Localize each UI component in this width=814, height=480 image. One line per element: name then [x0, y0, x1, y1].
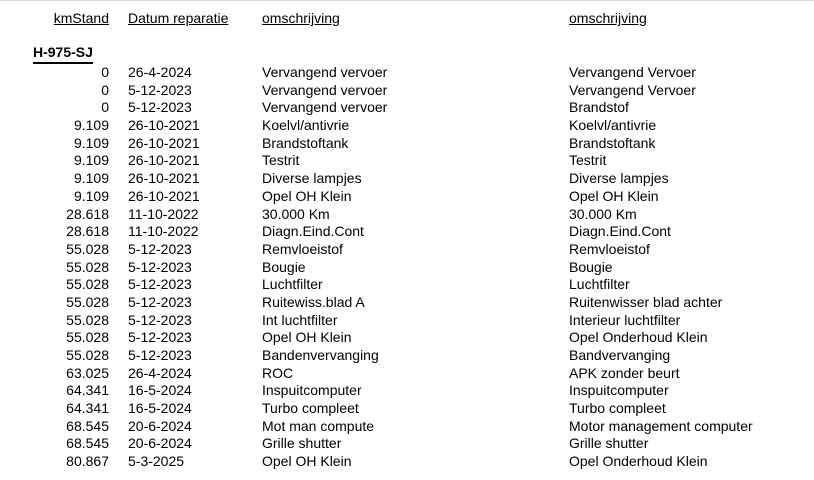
row-datum: 20-6-2024 [128, 435, 192, 452]
table-row [0, 188, 814, 206]
repair-history-table [0, 64, 814, 471]
row-omschrijving-1: Opel OH Klein [262, 329, 352, 346]
row-omschrijving-1: Diverse lampjes [262, 170, 362, 187]
row-kmstand: 9.109 [73, 134, 109, 151]
row-omschrijving-1: Vervangend vervoer [262, 99, 388, 116]
row-kmstand: 0 [101, 99, 109, 116]
table-row [0, 170, 814, 188]
row-datum: 20-6-2024 [128, 417, 192, 434]
row-kmstand: 80.867 [66, 453, 109, 470]
row-datum: 26-10-2021 [128, 134, 200, 151]
table-row [0, 453, 814, 471]
row-kmstand: 68.545 [66, 435, 109, 452]
row-omschrijving-1: Vervangend vervoer [262, 81, 388, 98]
row-omschrijving-1: Turbo compleet [262, 400, 359, 417]
row-omschrijving-2: Vervangend Vervoer [569, 64, 696, 80]
row-omschrijving-2: Opel Onderhoud Klein [569, 329, 708, 346]
row-omschrijving-1: 30.000 Km [262, 205, 330, 222]
row-omschrijving-1: Brandstoftank [262, 134, 349, 151]
row-omschrijving-1: Grille shutter [262, 435, 342, 452]
row-kmstand: 55.028 [66, 347, 109, 363]
row-kmstand: 28.618 [66, 205, 109, 222]
row-kmstand: 0 [101, 64, 109, 80]
row-datum: 5-12-2023 [128, 276, 192, 293]
table-row [0, 82, 814, 100]
column-header-row [0, 9, 814, 27]
row-kmstand: 9.109 [73, 117, 109, 134]
row-omschrijving-1: Mot man compute [262, 417, 375, 434]
table-row [0, 329, 814, 347]
row-kmstand: 0 [101, 81, 109, 98]
row-datum: 26-10-2021 [128, 117, 200, 134]
row-kmstand: 63.025 [66, 364, 109, 381]
row-kmstand: 55.028 [66, 276, 109, 293]
row-kmstand: 28.618 [66, 223, 109, 240]
row-omschrijving-2: Grille shutter [569, 435, 649, 452]
row-datum: 26-10-2021 [128, 152, 200, 169]
table-row [0, 418, 814, 436]
row-omschrijving-2: Inspuitcomputer [569, 382, 669, 399]
row-omschrijving-1: Int luchtfilter [262, 311, 338, 328]
row-omschrijving-1: Opel OH Klein [262, 453, 352, 470]
table-row [0, 206, 814, 224]
row-datum: 5-12-2023 [128, 347, 192, 363]
row-omschrijving-1: ROC [262, 364, 294, 381]
row-omschrijving-2: Diagn.Eind.Cont [569, 223, 671, 240]
row-omschrijving-2: Luchtfilter [569, 276, 630, 293]
row-kmstand: 9.109 [73, 187, 109, 204]
table-row [0, 312, 814, 330]
table-row [0, 64, 814, 82]
row-omschrijving-2: Ruitenwisser blad achter [569, 293, 723, 310]
row-datum: 11-10-2022 [128, 205, 199, 222]
row-datum: 5-12-2023 [128, 329, 192, 346]
row-omschrijving-2: Testrit [569, 152, 607, 169]
row-datum: 16-5-2024 [128, 382, 192, 399]
row-kmstand: 9.109 [73, 152, 109, 169]
row-datum: 5-3-2025 [128, 453, 185, 470]
row-kmstand: 55.028 [66, 329, 109, 346]
row-omschrijving-2: Vervangend Vervoer [569, 81, 696, 98]
header-datum-reparatie: Datum reparatie [128, 10, 229, 26]
table-row [0, 294, 814, 312]
row-datum: 16-5-2024 [128, 400, 192, 417]
row-kmstand: 55.028 [66, 311, 109, 328]
table-row [0, 400, 814, 418]
row-omschrijving-1: Diagn.Eind.Cont [262, 223, 364, 240]
row-omschrijving-2: Brandstof [569, 99, 629, 116]
row-omschrijving-2: Interieur luchtfilter [569, 311, 681, 328]
row-omschrijving-2: Opel Onderhoud Klein [569, 453, 708, 470]
row-omschrijving-2: Bandvervanging [569, 347, 671, 363]
row-kmstand: 64.341 [66, 382, 109, 399]
header-omschrijving-2: omschrijving [569, 10, 647, 26]
table-row [0, 347, 814, 365]
table-row [0, 435, 814, 453]
row-omschrijving-1: Vervangend vervoer [262, 64, 388, 80]
row-kmstand: 55.028 [66, 293, 109, 310]
row-kmstand: 55.028 [66, 240, 109, 257]
row-omschrijving-1: Opel OH Klein [262, 187, 352, 204]
top-divider [0, 0, 814, 1]
row-omschrijving-2: Opel OH Klein [569, 187, 659, 204]
row-kmstand: 68.545 [66, 417, 109, 434]
row-datum: 11-10-2022 [128, 223, 199, 240]
table-row [0, 382, 814, 400]
table-row [0, 135, 814, 153]
row-omschrijving-1: Luchtfilter [262, 276, 323, 293]
row-omschrijving-1: Bougie [262, 258, 306, 275]
row-omschrijving-2: Brandstoftank [569, 134, 656, 151]
row-omschrijving-2: Bougie [569, 258, 613, 275]
license-plate-heading: H-975-SJ [33, 44, 93, 60]
header-omschrijving-1: omschrijving [262, 10, 340, 26]
row-omschrijving-2: APK zonder beurt [569, 364, 680, 381]
row-datum: 26-10-2021 [128, 170, 200, 187]
row-omschrijving-2: 30.000 Km [569, 205, 637, 222]
row-omschrijving-2: Turbo compleet [569, 400, 666, 417]
row-datum: 5-12-2023 [128, 240, 192, 257]
row-omschrijving-1: Remvloeistof [262, 240, 343, 257]
row-datum: 5-12-2023 [128, 258, 192, 275]
row-datum: 26-10-2021 [128, 187, 200, 204]
row-datum: 5-12-2023 [128, 311, 192, 328]
row-omschrijving-2: Koelvl/antivrie [569, 117, 657, 134]
table-row [0, 117, 814, 135]
row-omschrijving-2: Motor management computer [569, 417, 753, 434]
row-omschrijving-1: Ruitewiss.blad A [262, 293, 365, 310]
row-datum: 5-12-2023 [128, 99, 192, 116]
header-kmstand: kmStand [53, 10, 109, 26]
row-kmstand: 9.109 [73, 170, 109, 187]
row-omschrijving-1: Bandenvervanging [262, 347, 379, 363]
row-omschrijving-1: Inspuitcomputer [262, 382, 362, 399]
table-row [0, 276, 814, 294]
row-omschrijving-2: Remvloeistof [569, 240, 650, 257]
table-row [0, 152, 814, 170]
row-kmstand: 64.341 [66, 400, 109, 417]
row-datum: 5-12-2023 [128, 81, 192, 98]
row-datum: 26-4-2024 [128, 64, 192, 80]
table-row [0, 259, 814, 277]
row-datum: 5-12-2023 [128, 293, 192, 310]
row-omschrijving-1: Koelvl/antivrie [262, 117, 350, 134]
table-row [0, 99, 814, 117]
table-row [0, 223, 814, 241]
row-datum: 26-4-2024 [128, 364, 192, 381]
row-kmstand: 55.028 [66, 258, 109, 275]
row-omschrijving-2: Diverse lampjes [569, 170, 669, 187]
row-omschrijving-1: Testrit [262, 152, 300, 169]
table-row [0, 365, 814, 383]
table-row [0, 241, 814, 259]
